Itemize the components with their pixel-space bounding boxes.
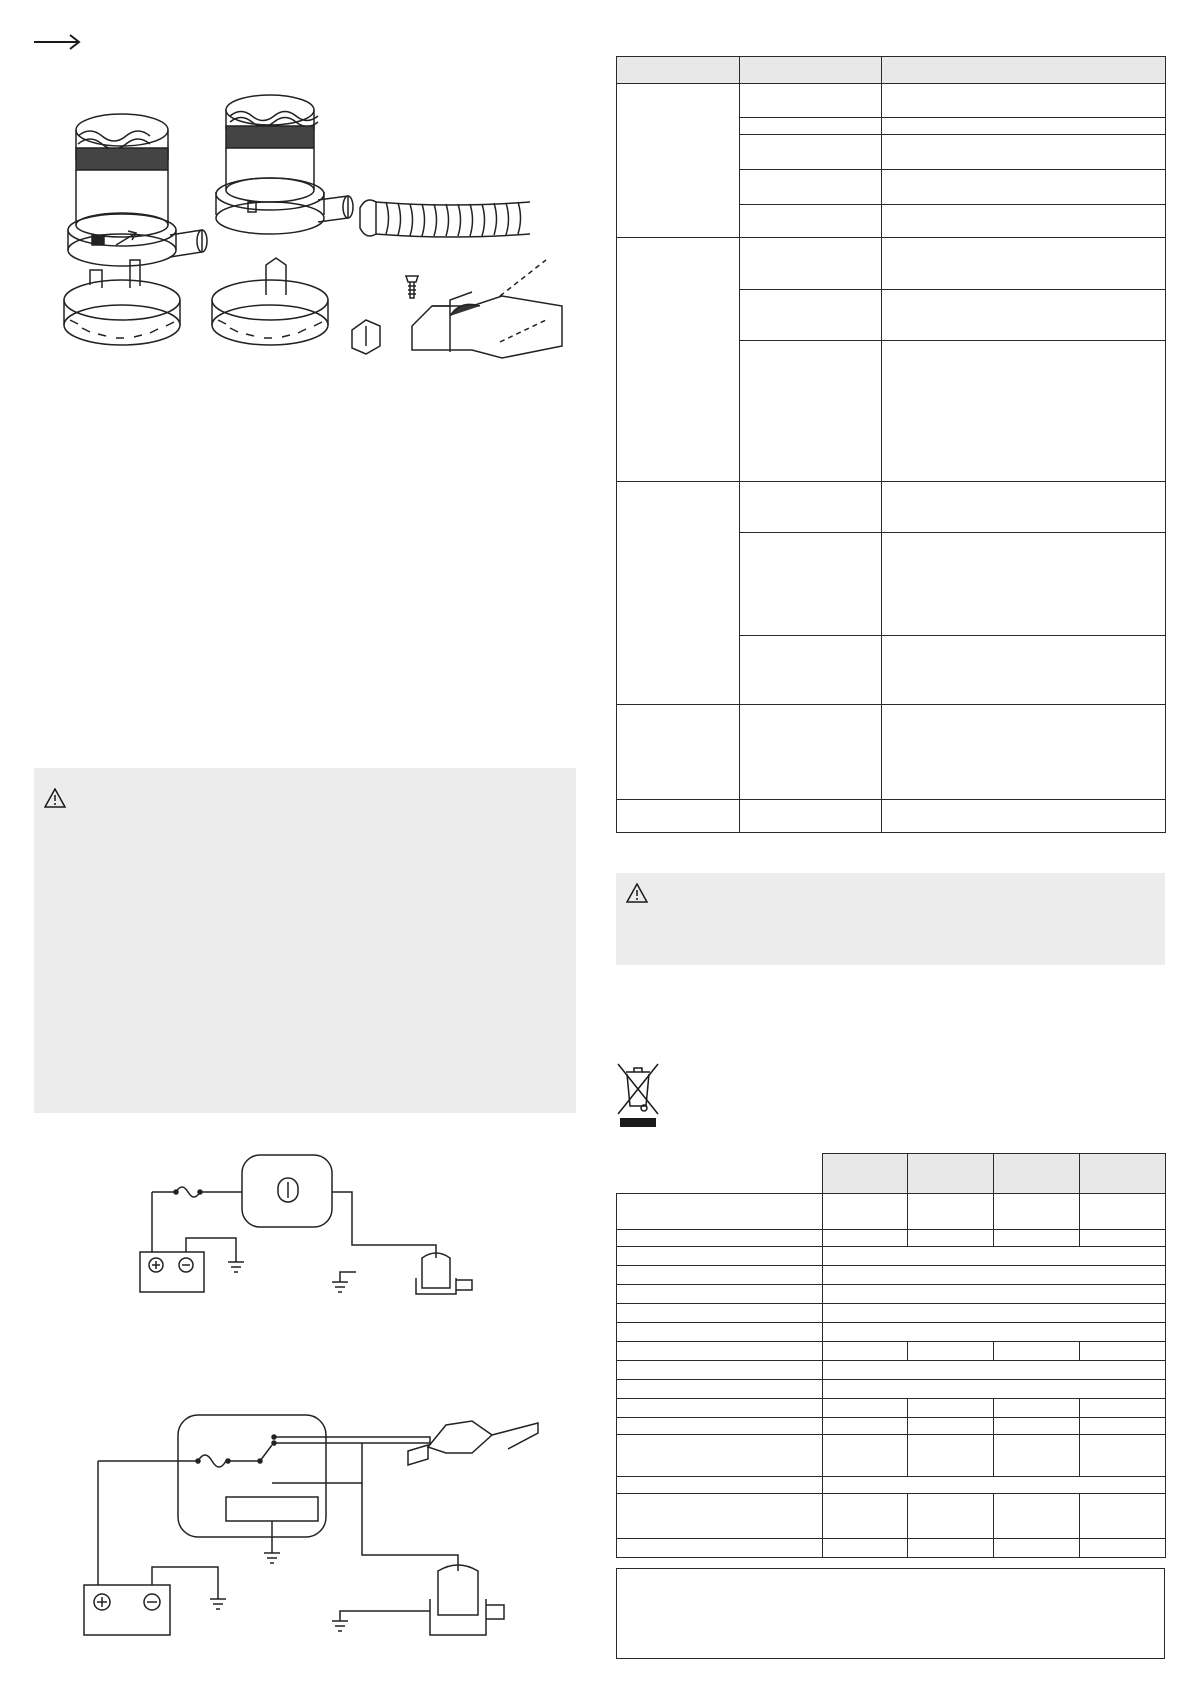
spec-value-cell <box>908 1539 994 1558</box>
spec-label-cell <box>617 1266 823 1285</box>
spec-label-cell <box>617 1418 823 1435</box>
spec-label-cell <box>617 1435 823 1477</box>
spec-value-cell <box>908 1435 994 1477</box>
spec-label-cell <box>617 1399 823 1418</box>
table-row <box>617 1194 1166 1230</box>
spec-value-cell <box>994 1399 1080 1418</box>
table-row <box>617 705 1166 800</box>
spec-value-cell <box>908 1418 994 1435</box>
spec-label-cell <box>617 1477 823 1494</box>
problem-cell <box>617 238 740 482</box>
spec-value-cell <box>908 1342 994 1361</box>
solution-cell <box>882 135 1166 170</box>
spec-value-cell <box>908 1230 994 1247</box>
model-column-header <box>994 1154 1080 1194</box>
spec-value-cell <box>823 1230 908 1247</box>
cause-cell <box>740 482 882 533</box>
warning-triangle-icon <box>626 883 648 903</box>
spec-value-cell <box>994 1230 1080 1247</box>
spec-value-cell <box>994 1494 1080 1539</box>
pump-assembly-illustration <box>30 90 590 390</box>
specs-body <box>617 1194 1166 1558</box>
spec-label-cell <box>617 1194 823 1230</box>
table-row <box>617 800 1166 833</box>
spec-label-cell <box>617 1494 823 1539</box>
spec-label-cell <box>617 1380 823 1399</box>
table-row <box>617 1494 1166 1539</box>
crossed-out-wheelie-bin-icon <box>614 1062 662 1128</box>
cause-cell <box>740 118 882 135</box>
solution-cell <box>882 800 1166 833</box>
cause-cell <box>740 800 882 833</box>
table-row <box>617 482 1166 533</box>
header-cell-problem <box>617 57 740 84</box>
cause-cell <box>740 84 882 118</box>
spec-label-cell <box>617 1230 823 1247</box>
table-row <box>617 1435 1166 1477</box>
cause-cell <box>740 170 882 205</box>
spec-value-cell <box>908 1399 994 1418</box>
spec-value-cell <box>823 1399 908 1418</box>
table-row <box>617 1380 1166 1399</box>
spec-label-cell <box>617 1304 823 1323</box>
solution-cell <box>882 482 1166 533</box>
spec-value-cell <box>823 1304 1166 1323</box>
solution-cell <box>882 636 1166 705</box>
note-box <box>616 1568 1165 1659</box>
spec-label-cell <box>617 1539 823 1558</box>
spec-value-cell <box>823 1285 1166 1304</box>
spec-label-cell <box>617 1342 823 1361</box>
header-cell-solution <box>882 57 1166 84</box>
table-row <box>617 1285 1166 1304</box>
model-column-header <box>908 1154 994 1194</box>
spec-value-cell <box>823 1342 908 1361</box>
table-row <box>617 1418 1166 1435</box>
spec-value-cell <box>823 1361 1166 1380</box>
table-row <box>617 1399 1166 1418</box>
spec-value-cell <box>1080 1194 1166 1230</box>
spec-label-cell <box>617 1361 823 1380</box>
spec-value-cell <box>908 1194 994 1230</box>
cause-cell <box>740 135 882 170</box>
table-header-row <box>617 1154 1166 1194</box>
header-cell-cause <box>740 57 882 84</box>
spec-value-cell <box>823 1435 908 1477</box>
spec-value-cell <box>908 1494 994 1539</box>
spec-label-cell <box>617 1323 823 1342</box>
solution-cell <box>882 205 1166 238</box>
table-row <box>617 1323 1166 1342</box>
table-row <box>617 1477 1166 1494</box>
table-row <box>617 1247 1166 1266</box>
blank-corner-cell <box>617 1154 823 1194</box>
spec-value-cell <box>823 1266 1166 1285</box>
solution-cell <box>882 533 1166 636</box>
cause-cell <box>740 341 882 482</box>
cause-cell <box>740 205 882 238</box>
spec-value-cell <box>994 1539 1080 1558</box>
cause-cell <box>740 705 882 800</box>
solution-cell <box>882 238 1166 290</box>
specifications-table <box>616 1153 1166 1558</box>
spec-value-cell <box>1080 1539 1166 1558</box>
spec-label-cell <box>617 1285 823 1304</box>
spec-value-cell <box>1080 1418 1166 1435</box>
spec-value-cell <box>823 1323 1166 1342</box>
spec-value-cell <box>994 1342 1080 1361</box>
wiring-diagram-float-switch <box>70 1395 540 1640</box>
spec-value-cell <box>823 1539 908 1558</box>
table-row <box>617 1361 1166 1380</box>
spec-value-cell <box>994 1418 1080 1435</box>
solution-cell <box>882 118 1166 135</box>
problem-cell <box>617 705 740 800</box>
spec-value-cell <box>994 1194 1080 1230</box>
table-row <box>617 84 1166 118</box>
table-row <box>617 1266 1166 1285</box>
spec-value-cell <box>823 1494 908 1539</box>
troubleshooting-table <box>616 56 1166 833</box>
solution-cell <box>882 170 1166 205</box>
warning-triangle-icon <box>44 788 66 808</box>
cause-cell <box>740 636 882 705</box>
cause-cell <box>740 290 882 341</box>
cause-cell <box>740 533 882 636</box>
solution-cell <box>882 84 1166 118</box>
problem-cell <box>617 84 740 238</box>
table-row <box>617 238 1166 290</box>
model-column-header <box>1080 1154 1166 1194</box>
arrow-right-icon <box>34 34 82 50</box>
safety-warning-box <box>34 768 576 1113</box>
spec-value-cell <box>823 1477 1166 1494</box>
spec-label-cell <box>617 1247 823 1266</box>
table-row <box>617 1304 1166 1323</box>
problem-cell <box>617 800 740 833</box>
spec-value-cell <box>823 1247 1166 1266</box>
solution-cell <box>882 341 1166 482</box>
maintenance-warning-box <box>616 873 1165 965</box>
table-header-row <box>617 57 1166 84</box>
spec-value-cell <box>823 1194 908 1230</box>
table-row <box>617 1539 1166 1558</box>
spec-value-cell <box>1080 1435 1166 1477</box>
spec-value-cell <box>1080 1494 1166 1539</box>
solution-cell <box>882 290 1166 341</box>
table-row <box>617 1342 1166 1361</box>
solution-cell <box>882 705 1166 800</box>
spec-value-cell <box>1080 1399 1166 1418</box>
model-column-header <box>823 1154 908 1194</box>
spec-value-cell <box>1080 1342 1166 1361</box>
spec-value-cell <box>1080 1230 1166 1247</box>
spec-value-cell <box>994 1435 1080 1477</box>
wiring-diagram-manual-switch <box>130 1150 500 1300</box>
problem-cell <box>617 482 740 705</box>
table-row <box>617 1230 1166 1247</box>
cause-cell <box>740 238 882 290</box>
spec-value-cell <box>823 1418 908 1435</box>
spec-value-cell <box>823 1380 1166 1399</box>
